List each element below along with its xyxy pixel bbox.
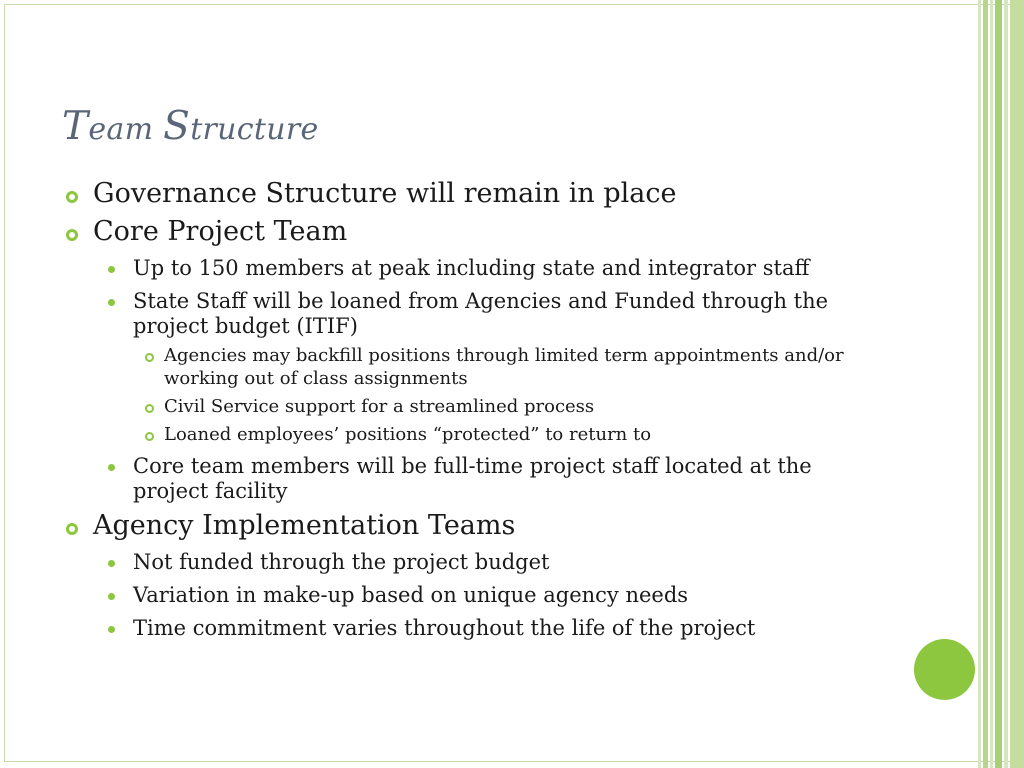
ring-bullet-icon [145, 404, 154, 413]
bullet-text: Time commitment varies throughout the life of the project [133, 616, 756, 640]
bullet-item-level3 [62, 395, 892, 418]
ring-bullet-icon [66, 523, 78, 535]
dot-bullet-icon [108, 464, 115, 471]
bullet-item-level1 [62, 216, 892, 248]
bullet-text: Not funded through the project budget [133, 550, 550, 574]
ring-bullet-icon [145, 432, 154, 441]
ring-bullet-icon [66, 229, 78, 241]
dot-bullet-icon [108, 593, 115, 600]
bullet-item-level2 [62, 454, 892, 504]
bullet-list [62, 178, 892, 641]
bullet-item-level1 [62, 178, 892, 210]
bullet-text: Civil Service support for a streamlined process [164, 396, 595, 417]
bullet-text: Variation in make-up based on unique agency needs [133, 583, 689, 607]
dot-bullet-icon [108, 299, 115, 306]
slide-title: Team Structure [62, 104, 319, 149]
dot-bullet-icon [108, 560, 115, 567]
bullet-text: Core team members will be full-time project staff located at the project facility [133, 454, 812, 503]
bullet-text: State Staff will be loaned from Agencies and Funded through the project budget (ITIF) [133, 289, 829, 338]
decorative-stripe [995, 0, 1002, 768]
decorative-stripe [983, 0, 988, 768]
decorative-stripe [1004, 0, 1008, 768]
bullet-text: Loaned employees’ positions “protected” to return to [164, 424, 652, 445]
bullet-text: Core Project Team [93, 216, 348, 247]
decorative-stripe [978, 0, 981, 768]
bullet-item-level3 [62, 344, 892, 390]
bullet-item-level2 [62, 616, 892, 641]
bullet-text: Agency Implementation Teams [93, 510, 516, 541]
decorative-stripe [1010, 0, 1024, 768]
dot-bullet-icon [108, 626, 115, 633]
bullet-item-level2 [62, 550, 892, 575]
bullet-item-level3 [62, 423, 892, 446]
ring-bullet-icon [145, 353, 154, 362]
bullet-text: Governance Structure will remain in place [93, 178, 677, 209]
decorative-stripe [990, 0, 993, 768]
decorative-circle [914, 639, 975, 700]
dot-bullet-icon [108, 266, 115, 273]
bullet-text: Up to 150 members at peak including state and integrator staff [133, 256, 810, 280]
bullet-item-level2 [62, 289, 892, 339]
bullet-item-level2 [62, 583, 892, 608]
bullet-text: Agencies may backfill positions through limited term appointments and/or working out of class assignments [164, 345, 844, 389]
bullet-item-level1 [62, 510, 892, 542]
bullet-item-level2 [62, 256, 892, 281]
ring-bullet-icon [66, 191, 78, 203]
